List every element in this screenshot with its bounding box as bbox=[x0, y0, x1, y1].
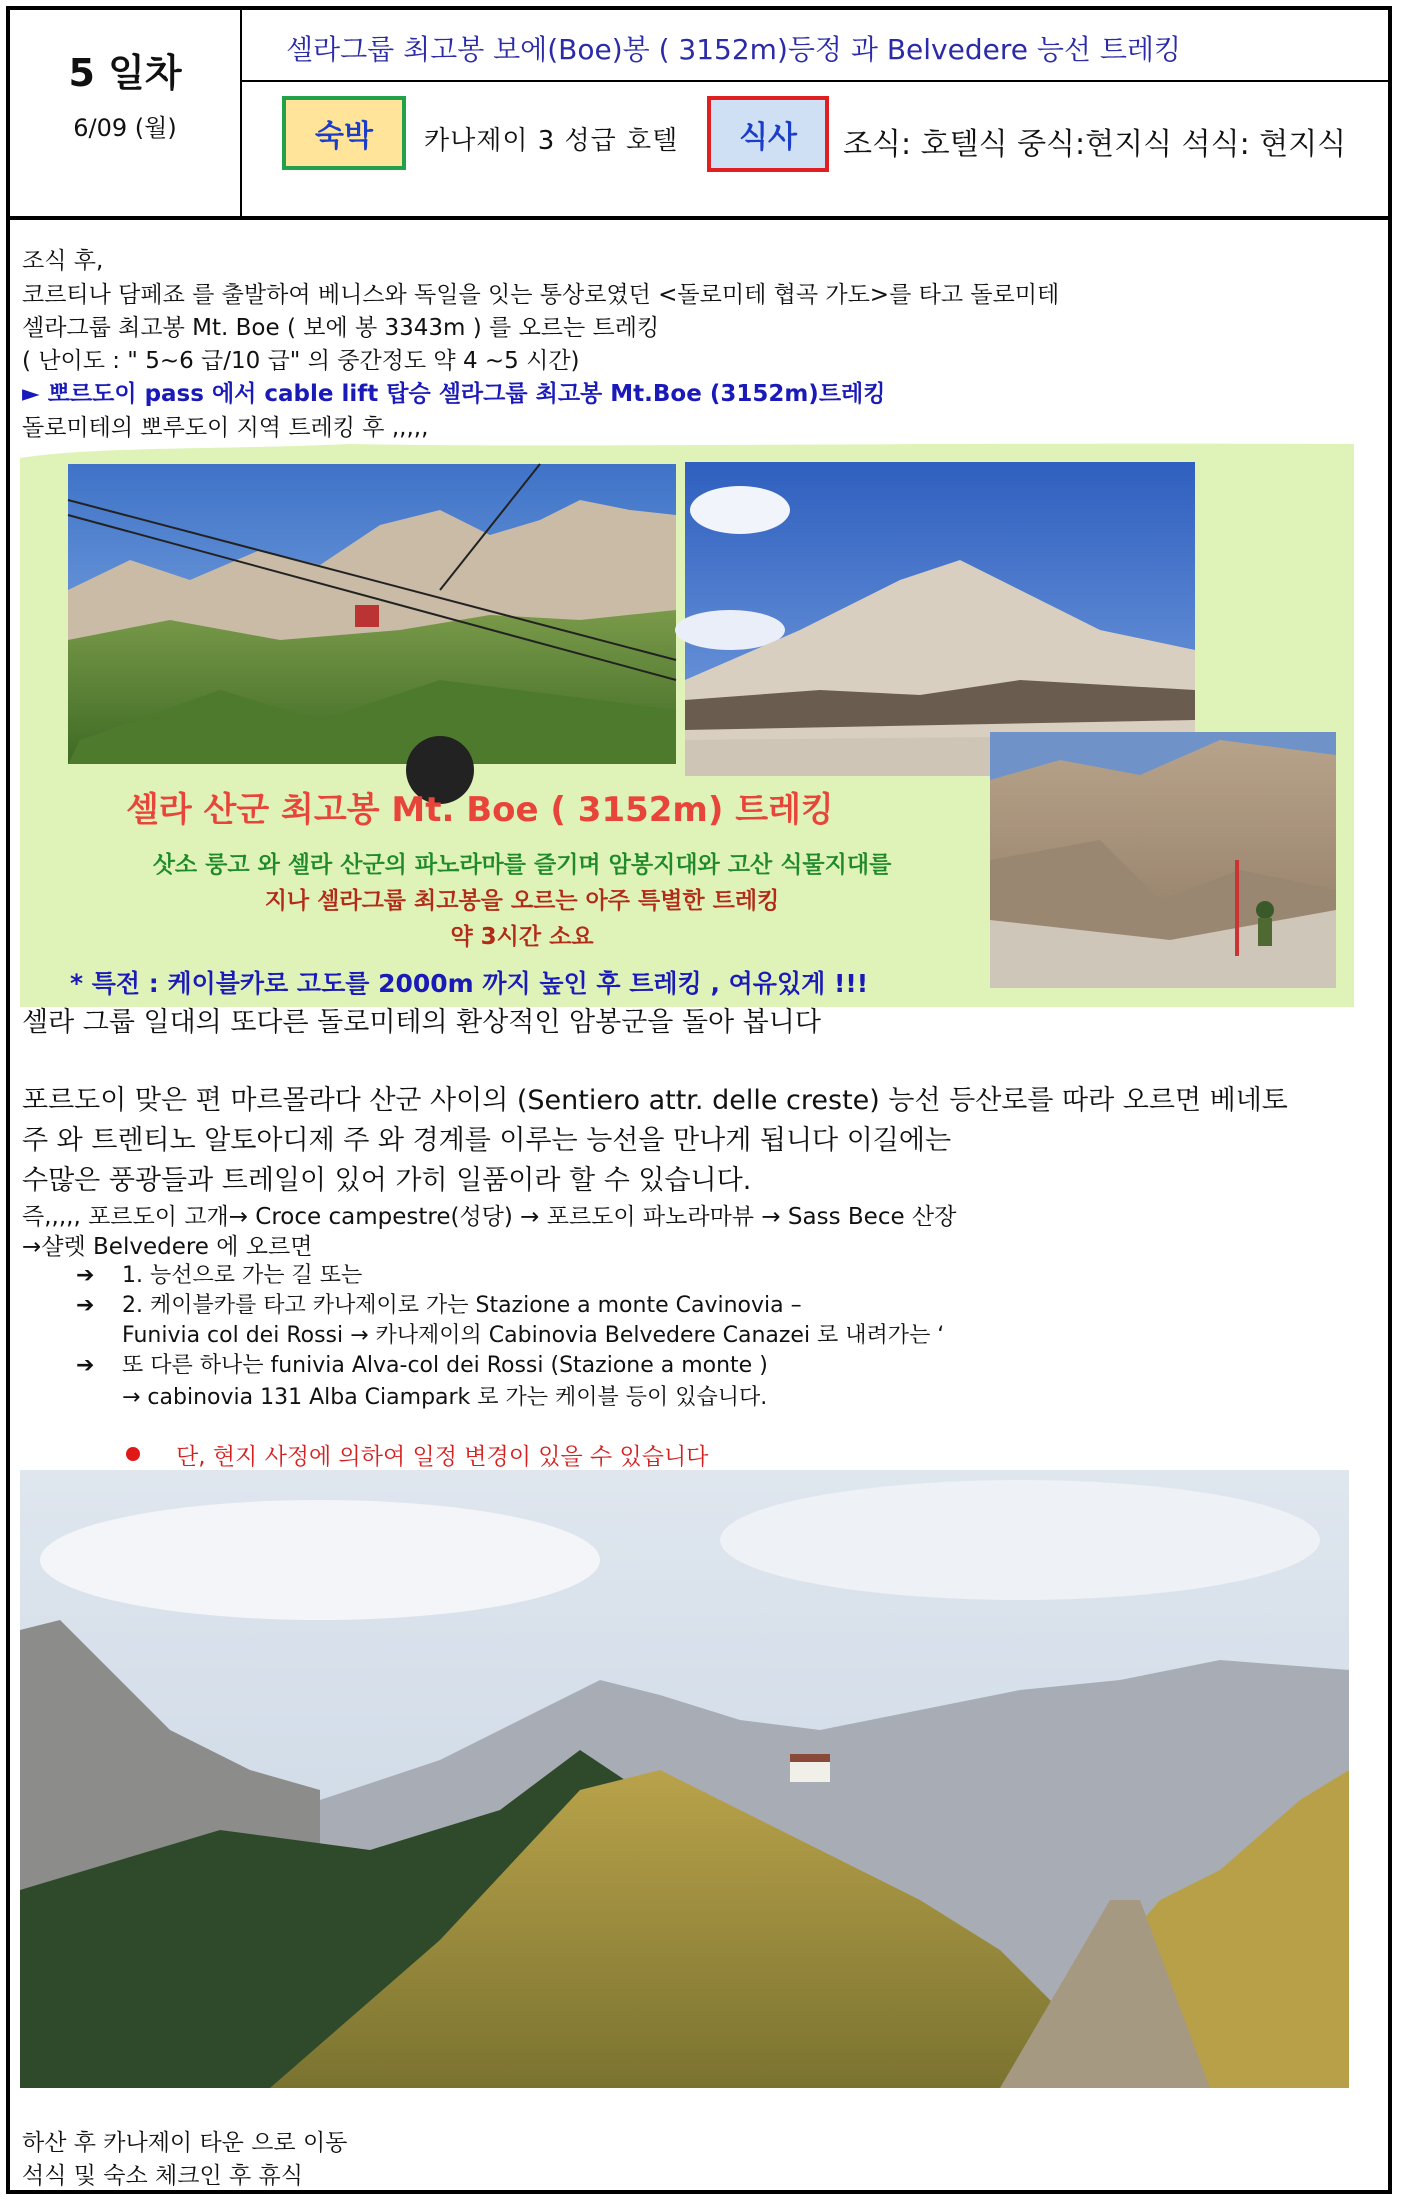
note-bullet-icon bbox=[126, 1447, 140, 1461]
intro-line-1: 조식 후, bbox=[22, 248, 104, 274]
body-heading: 셀라 그룹 일대의 또다른 돌로미테의 환상적인 암봉군을 돌아 봅니다 bbox=[22, 1007, 821, 1038]
footer-line-1: 하산 후 카나제이 타운 으로 이동 bbox=[22, 2130, 348, 2156]
collage-title: 셀라 산군 최고봉 Mt. Boe ( 3152m) 트레킹 bbox=[126, 790, 834, 830]
arrow-icon: ➔ bbox=[76, 1263, 95, 1288]
collage-line-1: 삿소 룽고 와 셀라 산군의 파노라마를 즐기며 암봉지대와 고산 식물지대를 bbox=[152, 852, 892, 878]
trekking-collage bbox=[20, 440, 1354, 1007]
stay-badge: 숙박 bbox=[282, 96, 406, 170]
hotel-text: 카나제이 3 성급 호텔 bbox=[424, 126, 679, 156]
collage-special: * 특전 : 케이블카로 고도를 2000m 까지 높인 후 트레킹 , 여유있게 !!! bbox=[70, 969, 869, 998]
cablecar-photo bbox=[68, 464, 676, 804]
body-para-1: 포르도이 맞은 편 마르몰라다 산군 사이의 (Sentiero attr. delle creste) 능선 등산로를 따라 오르면 베네토 bbox=[22, 1085, 1288, 1116]
route-line-2: →샬렛 Belvedere 에 오르면 bbox=[22, 1234, 313, 1260]
intro-highlight: ► 뽀르도이 pass 에서 cable lift 탑승 셀라그룹 최고봉 Mt.Boe (3152m)트레킹 bbox=[22, 381, 886, 407]
arrow-icon: ➔ bbox=[76, 1293, 95, 1318]
route-option-text: 또 다른 하나는 funivia Alva-col dei Rossi (Stazione a monte ) bbox=[122, 1353, 768, 1378]
route-option-3-cont: → cabinovia 131 Alba Ciampark 로 가는 케이블 등이 있습니다. bbox=[122, 1385, 768, 1410]
belvedere-ridge-photo bbox=[20, 1470, 1349, 2088]
summit-photo bbox=[675, 462, 1195, 776]
day-cell bbox=[10, 10, 242, 216]
route-option-1 bbox=[76, 1258, 362, 1289]
intro-line-6: 돌로미테의 뽀루도이 지역 트레킹 후 ,,,,, bbox=[22, 415, 429, 441]
header-row-divider bbox=[242, 80, 1388, 82]
header-divider bbox=[6, 216, 1392, 220]
landscape-svg bbox=[20, 1470, 1349, 2088]
meals-text: 조식: 호텔식 중식:현지식 석식: 현지식 bbox=[843, 127, 1347, 162]
meal-badge: 식사 bbox=[707, 96, 829, 172]
body-para-3: 수많은 풍광들과 트레일이 있어 가히 일품이라 할 수 있습니다. bbox=[22, 1165, 752, 1196]
route-option-text: 2. 케이블카를 타고 카나제이로 가는 Stazione a monte Cavinovia – bbox=[122, 1293, 802, 1318]
intro-line-2: 코르티나 담페죠 를 출발하여 베니스와 독일을 잇는 통상로였던 <돌로미테 협곡 가도>를 타고 돌로미테 bbox=[22, 282, 1060, 308]
collage-line-3: 약 3시간 소요 bbox=[450, 924, 594, 950]
day-date: 6/09 (월) bbox=[73, 114, 177, 142]
arrow-icon: ➔ bbox=[76, 1353, 95, 1378]
day-title: 5 일차 bbox=[68, 51, 182, 95]
footer-line-2: 석식 및 숙소 체크인 후 휴식 bbox=[22, 2163, 303, 2189]
route-option-2 bbox=[76, 1288, 802, 1319]
route-option-2-cont: Funivia col dei Rossi → 카나제이의 Cabinovia Belvedere Canazei 로 내려가는 ‘ bbox=[122, 1323, 945, 1348]
intro-line-3: 셀라그룹 최고봉 Mt. Boe ( 보에 봉 3343m ) 를 오르는 트레킹 bbox=[22, 315, 660, 341]
collage-line-2: 지나 셀라그룹 최고봉을 오르는 아주 특별한 트레킹 bbox=[264, 888, 780, 914]
route-line-1: 즉,,,,, 포르도이 고개→ Croce campestre(성당) → 포르도이 파노라마뷰 → Sass Bece 산장 bbox=[22, 1204, 957, 1230]
body-para-2: 주 와 트렌티노 알토아디제 주 와 경계를 이루는 능선을 만나게 됩니다 이길에는 bbox=[22, 1125, 952, 1156]
hiker-photo bbox=[990, 732, 1336, 988]
intro-line-4: ( 난이도 : " 5~6 급/10 급" 의 중간정도 약 4 ~5 시간) bbox=[22, 348, 580, 374]
route-option-3 bbox=[76, 1348, 768, 1379]
schedule-note: 단, 현지 사정에 의하여 일정 변경이 있을 수 있습니다 bbox=[176, 1444, 709, 1470]
day-subtitle: 셀라그룹 최고봉 보에(Boe)봉 ( 3152m)등정 과 Belvedere 능선 트레킹 bbox=[286, 33, 1181, 66]
route-option-text: 1. 능선으로 가는 길 또는 bbox=[122, 1263, 363, 1288]
